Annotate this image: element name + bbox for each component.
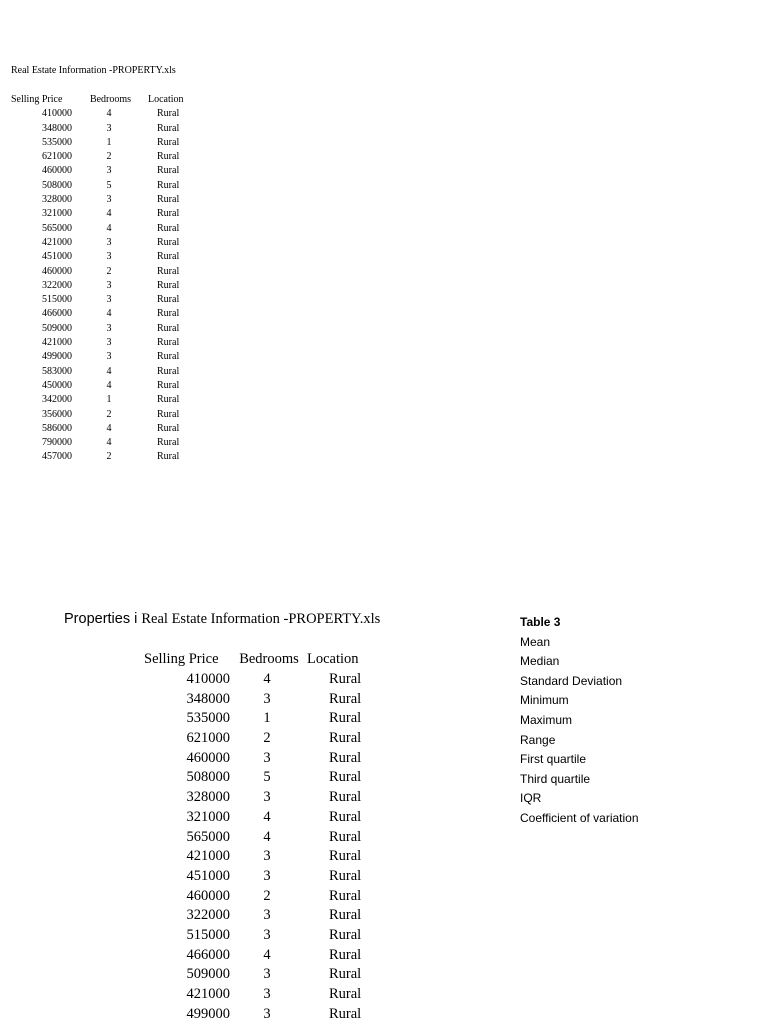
bedrooms-cell: 4 [106,422,112,434]
selling-price-cell: 499000 [186,1005,230,1022]
location-cell: Rural [329,789,362,806]
selling-price-cell: 421000 [186,986,230,1003]
location-cell: Rural [329,907,362,924]
bedrooms-cell: 2 [106,151,112,163]
bottom-table-row [144,847,361,867]
bottom-header-selling-price: Selling Price [144,651,219,668]
bedrooms-cell: 1 [106,394,112,406]
bedrooms-cell: 2 [106,408,112,420]
top-table-row [11,279,184,293]
selling-price-cell: 421000 [186,848,230,865]
location-cell: Rural [157,236,180,248]
location-cell: Rural [329,749,362,766]
selling-price-cell: 421000 [42,337,72,349]
stats-table [520,613,639,829]
selling-price-cell: 328000 [186,789,230,806]
selling-price-cell: 421000 [42,236,72,248]
location-cell: Rural [157,122,180,134]
bottom-table-row [144,965,361,985]
location-cell: Rural [157,151,180,163]
bedrooms-cell: 3 [263,926,271,943]
bottom-table-row [144,906,361,926]
selling-price-cell: 348000 [42,122,72,134]
bottom-table-row [144,808,361,828]
location-cell: Rural [157,194,180,206]
selling-price-cell: 508000 [42,179,72,191]
bedrooms-cell: 3 [263,907,271,924]
stats-item: Standard Deviation [520,673,623,688]
location-cell: Rural [157,179,180,191]
selling-price-cell: 508000 [186,769,230,786]
bottom-table-row [144,788,361,808]
selling-price-cell: 790000 [42,437,72,449]
location-cell: Rural [157,108,180,120]
stats-item: Mean [520,634,551,649]
bedrooms-cell: 3 [263,867,271,884]
location-cell: Rural [157,294,180,306]
bedrooms-cell: 3 [263,986,271,1003]
selling-price-cell: 466000 [186,946,230,963]
selling-price-cell: 535000 [42,136,72,148]
location-cell: Rural [157,308,180,320]
selling-price-cell: 460000 [42,165,72,177]
top-header-location: Location [148,94,184,105]
top-table-body [11,107,184,464]
bedrooms-cell: 4 [106,379,112,391]
bottom-property-table [144,650,361,1024]
selling-price-cell: 621000 [42,151,72,163]
top-title: Real Estate Information -PROPERTY.xls [11,65,176,76]
location-cell: Rural [329,1005,362,1022]
bedrooms-cell: 5 [106,179,112,191]
location-cell: Rural [157,222,180,234]
selling-price-cell: 342000 [42,394,72,406]
bedrooms-cell: 3 [263,789,271,806]
location-cell: Rural [329,867,362,884]
selling-price-cell: 515000 [186,926,230,943]
top-table-header-row [11,93,184,107]
bottom-table-row [144,670,361,690]
stats-item: Coefficient of variation [520,810,639,825]
stats-item: First quartile [520,752,587,767]
bottom-table-row [144,926,361,946]
location-cell: Rural [157,337,180,349]
location-cell: Rural [157,451,180,463]
top-property-table [11,93,184,465]
bottom-header-location: Location [307,651,359,668]
stats-item: Maximum [520,712,573,727]
bedrooms-cell: 3 [106,122,112,134]
bottom-table-row [144,748,361,768]
bedrooms-cell: 2 [106,451,112,463]
bedrooms-cell: 4 [106,222,112,234]
location-cell: Rural [157,322,180,334]
top-table-row [11,222,184,236]
location-cell: Rural [157,165,180,177]
selling-price-cell: 509000 [42,322,72,334]
bottom-title-prefix: Properties i [64,611,142,627]
bedrooms-cell: 3 [263,690,271,707]
bottom-table-row [144,768,361,788]
selling-price-cell: 450000 [42,379,72,391]
bottom-table-body [144,670,361,1024]
bottom-section [144,650,361,1024]
bottom-title [64,610,380,628]
bedrooms-cell: 1 [106,136,112,148]
selling-price-cell: 499000 [42,351,72,363]
selling-price-cell: 621000 [186,730,230,747]
location-cell: Rural [329,828,362,845]
selling-price-cell: 322000 [186,907,230,924]
top-table-row [11,322,184,336]
bedrooms-cell: 3 [106,351,112,363]
bedrooms-cell: 4 [106,308,112,320]
location-cell: Rural [157,279,180,291]
top-table-row [11,236,184,250]
bedrooms-cell: 3 [106,337,112,349]
bedrooms-cell: 3 [106,236,112,248]
location-cell: Rural [329,710,362,727]
location-cell: Rural [329,986,362,1003]
top-table-row [11,365,184,379]
bottom-header-bedrooms: Bedrooms [239,651,299,668]
selling-price-cell: 586000 [42,422,72,434]
location-cell: Rural [329,926,362,943]
top-table-row [11,336,184,350]
top-table-row [11,350,184,364]
bedrooms-cell: 2 [263,887,271,904]
stats-item: Range [520,732,556,747]
bedrooms-cell: 4 [106,437,112,449]
stats-title: Table 3 [520,615,561,629]
top-table-row [11,393,184,407]
top-table-row [11,136,184,150]
location-cell: Rural [157,422,180,434]
location-cell: Rural [329,887,362,904]
stats-item: IQR [520,791,542,806]
bottom-table-row [144,729,361,749]
bedrooms-cell: 4 [263,808,271,825]
selling-price-cell: 451000 [42,251,72,263]
top-table-row [11,422,184,436]
bedrooms-cell: 4 [106,108,112,120]
bedrooms-cell: 3 [263,1005,271,1022]
bedrooms-cell: 3 [263,848,271,865]
top-table-row [11,450,184,464]
stats-item: Minimum [520,693,569,708]
location-cell: Rural [157,265,180,277]
top-table-row [11,164,184,178]
bedrooms-cell: 3 [263,749,271,766]
selling-price-cell: 583000 [42,365,72,377]
top-table-row [11,408,184,422]
bottom-table-row [144,985,361,1005]
location-cell: Rural [157,208,180,220]
bottom-title-main: Real Estate Information -PROPERTY.xls [141,611,381,627]
selling-price-cell: 565000 [42,222,72,234]
selling-price-cell: 356000 [42,408,72,420]
location-cell: Rural [157,251,180,263]
top-table-row [11,179,184,193]
bedrooms-cell: 3 [106,194,112,206]
location-cell: Rural [329,808,362,825]
selling-price-cell: 466000 [42,308,72,320]
top-table-row [11,265,184,279]
location-cell: Rural [157,365,180,377]
location-cell: Rural [329,730,362,747]
bedrooms-cell: 3 [106,165,112,177]
bedrooms-cell: 4 [263,828,271,845]
top-table-row [11,207,184,221]
selling-price-cell: 509000 [186,966,230,983]
bottom-table-row [144,827,361,847]
location-cell: Rural [329,769,362,786]
location-cell: Rural [157,136,180,148]
top-table-row [11,436,184,450]
location-cell: Rural [329,946,362,963]
bedrooms-cell: 3 [106,279,112,291]
location-cell: Rural [157,351,180,363]
bedrooms-cell: 4 [263,671,271,688]
bedrooms-cell: 2 [106,265,112,277]
bottom-table-row [144,886,361,906]
bedrooms-cell: 3 [263,966,271,983]
location-cell: Rural [157,379,180,391]
bedrooms-cell: 1 [263,710,271,727]
bedrooms-cell: 4 [106,208,112,220]
top-table-row [11,122,184,136]
top-header-selling-price: Selling Price [11,94,63,105]
bottom-table-row [144,1004,361,1024]
location-cell: Rural [157,437,180,449]
stats-item: Median [520,654,560,669]
top-header-bedrooms: Bedrooms [89,94,132,105]
bottom-table-header-row [144,650,361,670]
selling-price-cell: 321000 [42,208,72,220]
bottom-table-row [144,709,361,729]
top-table-row [11,379,184,393]
bedrooms-cell: 3 [106,294,112,306]
bottom-table-row [144,945,361,965]
location-cell: Rural [329,848,362,865]
location-cell: Rural [329,690,362,707]
bottom-table-row [144,867,361,887]
location-cell: Rural [157,408,180,420]
selling-price-cell: 535000 [186,710,230,727]
bedrooms-cell: 4 [263,946,271,963]
location-cell: Rural [157,394,180,406]
stats-item: Third quartile [520,771,591,786]
selling-price-cell: 328000 [42,194,72,206]
selling-price-cell: 460000 [42,265,72,277]
selling-price-cell: 322000 [42,279,72,291]
selling-price-cell: 451000 [186,867,230,884]
stats-list [520,633,639,829]
selling-price-cell: 460000 [186,887,230,904]
selling-price-cell: 410000 [42,108,72,120]
bedrooms-cell: 4 [106,365,112,377]
top-table-row [11,150,184,164]
top-table-row [11,193,184,207]
bedrooms-cell: 3 [106,322,112,334]
selling-price-cell: 515000 [42,294,72,306]
selling-price-cell: 410000 [186,671,230,688]
top-table-row [11,107,184,121]
top-table-row [11,250,184,264]
location-cell: Rural [329,966,362,983]
selling-price-cell: 457000 [42,451,72,463]
top-table-row [11,293,184,307]
location-cell: Rural [329,671,362,688]
top-section [11,64,184,465]
selling-price-cell: 565000 [186,828,230,845]
bedrooms-cell: 5 [263,769,271,786]
selling-price-cell: 348000 [186,690,230,707]
bedrooms-cell: 2 [263,730,271,747]
bedrooms-cell: 3 [106,251,112,263]
selling-price-cell: 460000 [186,749,230,766]
selling-price-cell: 321000 [186,808,230,825]
bottom-table-row [144,689,361,709]
top-table-row [11,307,184,321]
